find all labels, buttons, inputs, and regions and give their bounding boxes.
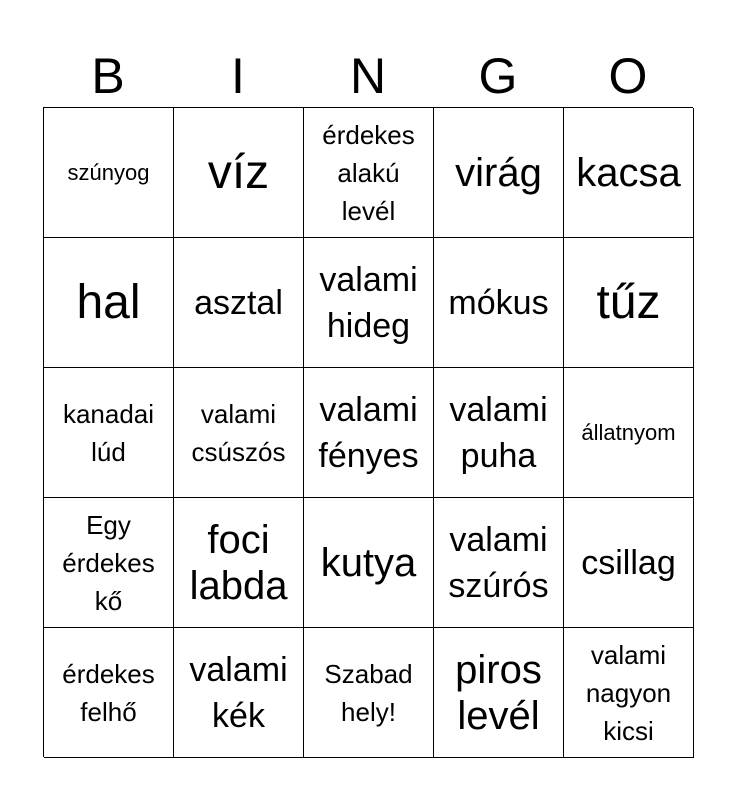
bingo-cell[interactable] — [44, 108, 174, 238]
bingo-cell[interactable] — [174, 368, 304, 498]
bingo-cell[interactable] — [304, 108, 434, 238]
header-letter-o: O — [608, 48, 648, 104]
bingo-cell[interactable] — [434, 368, 564, 498]
bingo-cell[interactable] — [44, 498, 174, 628]
bingo-cell-label: valami kék — [189, 650, 288, 735]
bingo-cell-label: tűz — [596, 275, 661, 329]
bingo-cell-label: valami hideg — [319, 260, 418, 345]
bingo-cell-label: hal — [76, 275, 141, 329]
bingo-cell-label: piros levél — [455, 647, 542, 738]
bingo-cell-label: mókus — [448, 283, 549, 322]
bingo-cell-label: érdekes alakú levél — [322, 119, 415, 226]
bingo-cell-label: csillag — [581, 543, 676, 582]
bingo-cell[interactable] — [304, 498, 434, 628]
bingo-cell-label: kanadai lúd — [62, 398, 155, 467]
bingo-cell[interactable] — [434, 238, 564, 368]
bingo-header — [43, 46, 693, 106]
bingo-cell[interactable] — [44, 628, 174, 758]
bingo-cell-label: Szabad hely! — [324, 658, 413, 727]
bingo-cell[interactable] — [564, 498, 694, 628]
bingo-cell-label: kutya — [320, 540, 417, 585]
header-letter-g: G — [478, 48, 518, 104]
bingo-cell-label: virág — [455, 150, 542, 195]
bingo-cell-label: Egy érdekes kő — [62, 509, 155, 616]
header-letter-i: I — [231, 48, 245, 104]
bingo-cell[interactable] — [174, 498, 304, 628]
bingo-cell[interactable] — [44, 368, 174, 498]
bingo-cell-label: valami fényes — [318, 390, 419, 475]
bingo-cell-label: kacsa — [576, 150, 681, 195]
bingo-cell-label: valami puha — [449, 390, 548, 475]
bingo-cell-label: valami nagyon kicsi — [585, 639, 672, 746]
bingo-cell-label: állatnyom — [581, 419, 676, 445]
bingo-cell[interactable] — [304, 628, 434, 758]
bingo-cell-label: valami csúszós — [191, 398, 286, 467]
bingo-cell[interactable] — [174, 238, 304, 368]
bingo-grid — [43, 107, 693, 757]
bingo-cell-label: foci labda — [189, 517, 288, 608]
bingo-cell[interactable] — [174, 628, 304, 758]
bingo-cell-label: víz — [207, 145, 270, 199]
bingo-cell[interactable] — [304, 238, 434, 368]
bingo-cell-label: asztal — [194, 283, 283, 322]
bingo-cell[interactable] — [174, 108, 304, 238]
bingo-cell[interactable] — [564, 628, 694, 758]
bingo-cell-label: érdekes felhő — [62, 658, 155, 727]
bingo-cell[interactable] — [564, 108, 694, 238]
bingo-cell[interactable] — [564, 368, 694, 498]
header-letter-n: N — [349, 48, 387, 104]
bingo-cell[interactable] — [434, 108, 564, 238]
bingo-cell[interactable] — [564, 238, 694, 368]
bingo-cell[interactable] — [434, 628, 564, 758]
bingo-cell[interactable] — [434, 498, 564, 628]
bingo-cell[interactable] — [304, 368, 434, 498]
bingo-cell-label: valami szúrós — [448, 520, 549, 605]
header-letter-b: B — [91, 48, 125, 104]
bingo-cell-label: szúnyog — [67, 159, 150, 185]
bingo-cell[interactable] — [44, 238, 174, 368]
